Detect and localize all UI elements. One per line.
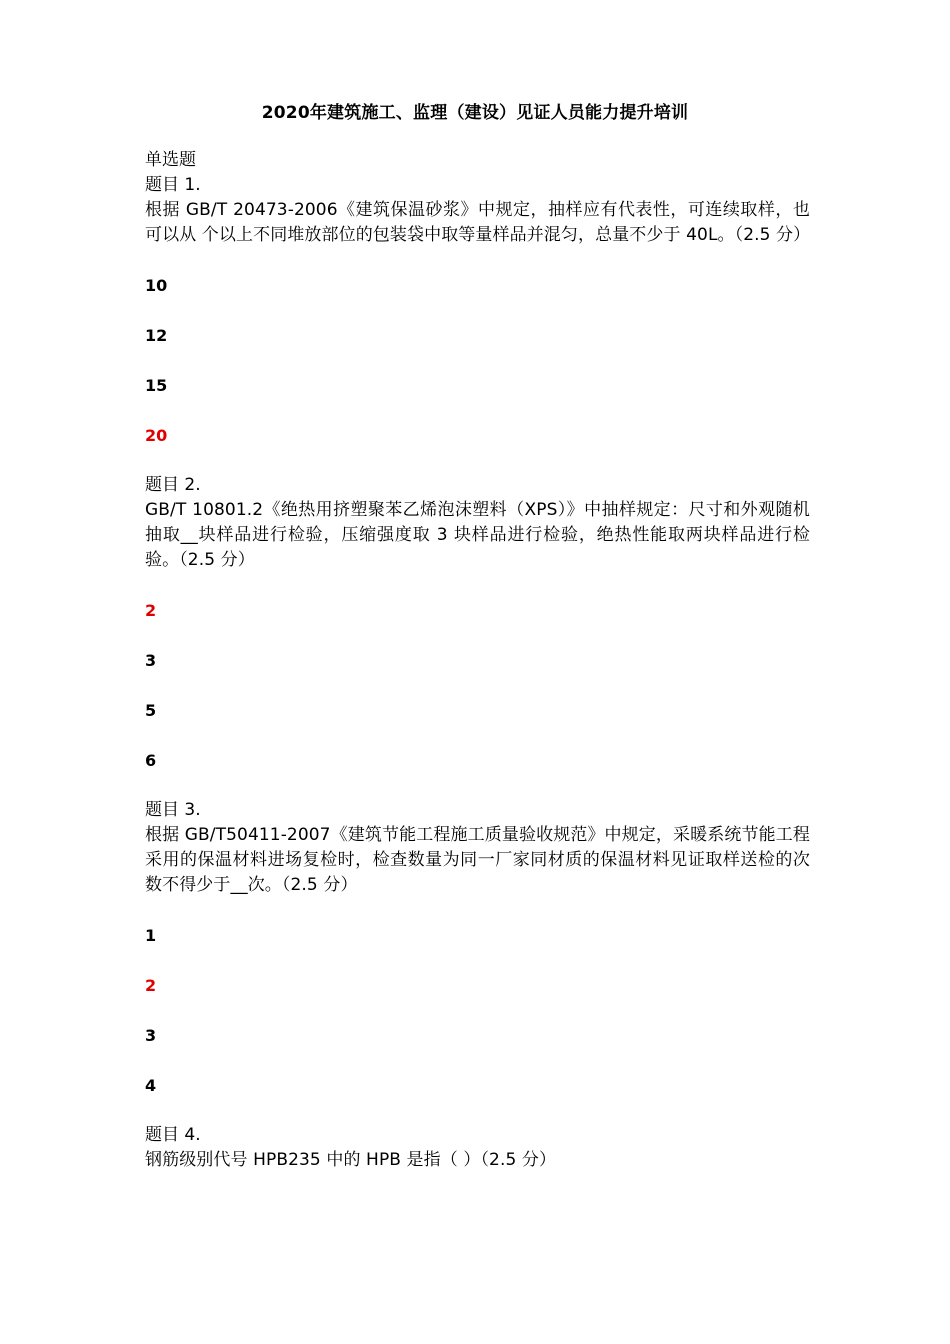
question-text: 钢筋级别代号 HPB235 中的 HPB 是指（ ）（2.5 分） bbox=[145, 1150, 557, 1170]
question-label: 题目 4. bbox=[145, 1125, 201, 1145]
question-text: 根据 GB/T 20473-2006《建筑保温砂浆》中规定，抽样应有代表性，可连续取样，也可以从 个以上不同堆放部位的包装袋中取等量样品并混匀，总量不少于 40L。（2.5 分） bbox=[145, 200, 811, 245]
option-item: 4 bbox=[145, 1076, 157, 1095]
option-item: 10 bbox=[145, 276, 168, 295]
option-item: 12 bbox=[145, 326, 168, 345]
question-4 bbox=[145, 1123, 810, 1173]
question-label: 题目 2. bbox=[145, 475, 201, 495]
question-text: 根据 GB/T50411-2007《建筑节能工程施工质量验收规范》中规定，采暖系统节能工程采用的保温材料进场复检时，检查数量为同一厂家同材质的保温材料见证取样送检的次数不得少于__次。（2.5 分） bbox=[145, 825, 810, 895]
option-item: 1 bbox=[145, 926, 157, 945]
option-item: 6 bbox=[145, 751, 157, 770]
option-item-correct: 2 bbox=[145, 976, 157, 995]
option-item: 3 bbox=[145, 651, 157, 670]
question-1 bbox=[145, 173, 810, 448]
option-item: 3 bbox=[145, 1026, 157, 1045]
question-label: 题目 3. bbox=[145, 800, 201, 820]
option-item: 15 bbox=[145, 376, 168, 395]
question-3 bbox=[145, 798, 810, 1098]
document-content bbox=[145, 148, 810, 1173]
option-item: 5 bbox=[145, 701, 157, 720]
option-list bbox=[145, 273, 810, 448]
question-2 bbox=[145, 473, 810, 773]
question-text: GB/T 10801.2《绝热用挤塑聚苯乙烯泡沫塑料（XPS）》中抽样规定：尺寸和外观随机抽取__块样品进行检验，压缩强度取 3 块样品进行检验，绝热性能取两块样品进行检验。（2.5 分） bbox=[145, 500, 810, 570]
option-list bbox=[145, 923, 810, 1098]
option-list bbox=[145, 598, 810, 773]
option-item-correct: 2 bbox=[145, 601, 157, 620]
section-heading: 单选题 bbox=[145, 150, 196, 170]
option-item-correct: 20 bbox=[145, 426, 168, 445]
document-title: 2020年建筑施工、监理（建设）见证人员能力提升培训 bbox=[261, 103, 689, 123]
question-label: 题目 1. bbox=[145, 175, 201, 195]
